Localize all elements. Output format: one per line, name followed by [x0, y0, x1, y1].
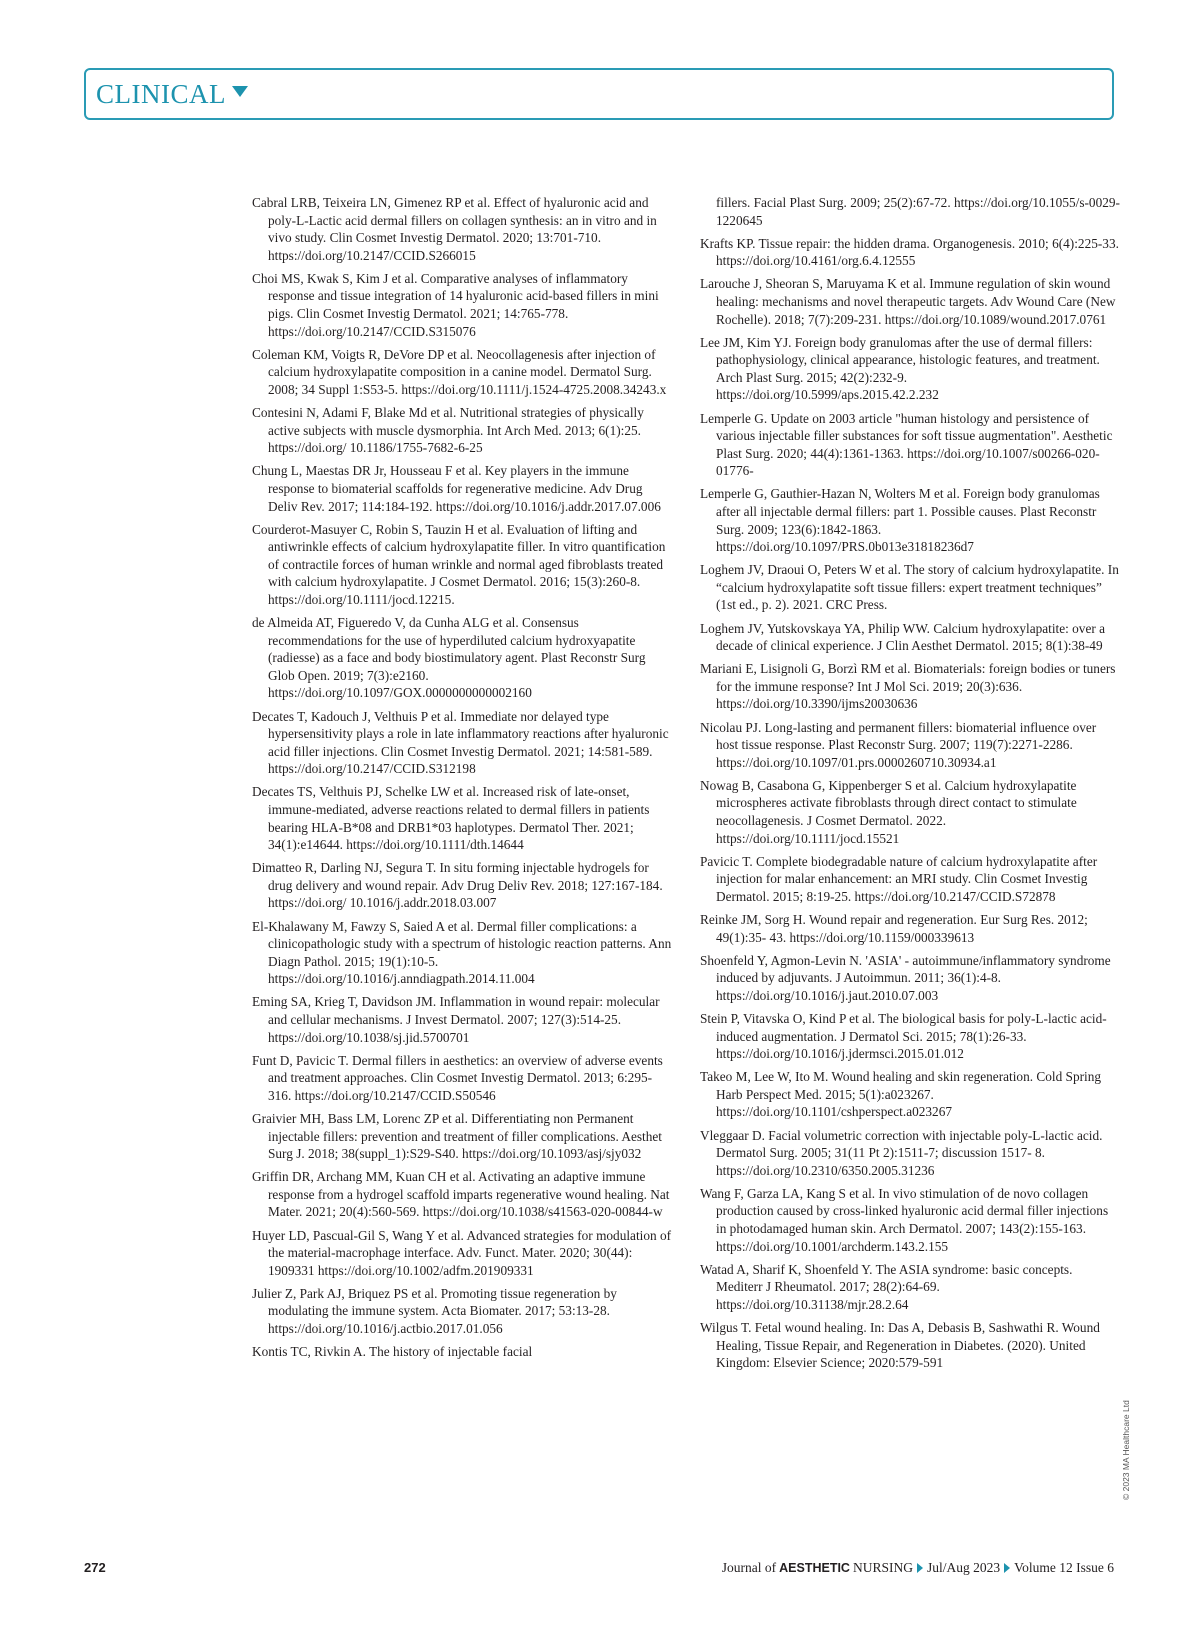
reference-item: Choi MS, Kwak S, Kim J et al. Comparative analyses of inflammatory response and tissue integration of 14 hyaluronic acid-based fillers in mini pigs. Clin Cosmet Investig Dermatol. 2021; 14:765-778. https://doi.org/10.2147/CCID.S315076 [252, 270, 659, 339]
reference-item: Reinke JM, Sorg H. Wound repair and regeneration. Eur Surg Res. 2012; 49(1):35- 43. https://doi.org/10.1159/000339613 [700, 911, 1088, 945]
journal-bold: AESTHETIC [779, 1561, 850, 1575]
reference-item: Decates T, Kadouch J, Velthuis P et al. Immediate nor delayed type hypersensitivity plays a role in late inflammatory reactions after hyaluronic acid filler injections. Clin Cosmet Investig Dermatol. 2021; 14:581-589. https://doi.org/10.2147/CCID.S312198 [252, 708, 669, 777]
page-footer [84, 1560, 1114, 1580]
reference-item: El-Khalawany M, Fawzy S, Saied A et al. Dermal filler complications: a clinicopathologic study with a spectrum of histologic reaction patterns. Ann Diagn Pathol. 2015; 19(1):10-5. https://doi.org/10.1016/j.anndiagpath.2014.11.004 [252, 918, 672, 987]
reference-item: Funt D, Pavicic T. Dermal fillers in aesthetics: an overview of adverse events and treatment approaches. Clin Cosmet Investig Dermatol. 2013; 6:295-316. https://doi.org/10.2147/CCID.S50546 [252, 1052, 663, 1103]
reference-item: Contesini N, Adami F, Blake Md et al. Nutritional strategies of physically active subjects with muscle dysmorphia. Int Arch Med. 2013; 6(1):25. https://doi.org/ 10.1186/1755-7682-6-25 [252, 405, 644, 456]
reference-item: Wang F, Garza LA, Kang S et al. In vivo stimulation of de novo collagen production caused by cross-linked hyaluronic acid dermal filler injections in photodamaged human skin. Arch Dermatol. 2007; 143(2):155-163. https://doi.org/10.1001/archderm.143.2.155 [700, 1185, 1109, 1254]
reference-item: Takeo M, Lee W, Ito M. Wound healing and skin regeneration. Cold Spring Harb Perspect Med. 2015; 5(1):a023267. https://doi.org/10.1101/cshperspect.a023267 [700, 1069, 1102, 1120]
reference-item: Stein P, Vitavska O, Kind P et al. The biological basis for poly-L-lactic acid-induced augmentation. J Dermatol Sci. 2015; 78(1):26-33. https://doi.org/10.1016/j.jdermsci.2015.01.012 [700, 1010, 1107, 1062]
reference-item: Wilgus T. Fetal wound healing. In: Das A, Debasis B, Sashwathi R. Wound Healing, Tissue Repair, and Regeneration in Diabetes. (2020). United Kingdom: Elsevier Science; 2020:579-591 [700, 1319, 1100, 1371]
reference-item: Lee JM, Kim YJ. Foreign body granulomas after the use of dermal fillers: pathophysiology, clinical appearance, histologic features, and treatment. Arch Plast Surg. 2015; 42(2):232-9. https://doi.org/10.5999/aps.2015.42.2.232 [700, 334, 1100, 403]
reference-item: Chung L, Maestas DR Jr, Housseau F et al. Key players in the immune response to biomaterial scaffolds for regenerative medicine. Adv Drug Deliv Rev. 2017; 114:184-192. https://doi.org/10.1016/j.addr.2017.07.006 [252, 463, 661, 514]
reference-item: Dimatteo R, Darling NJ, Segura T. In situ forming injectable hydrogels for drug delivery and wound repair. Adv Drug Deliv Rev. 2018; 127:167-184. https://doi.org/ 10.1016/j.addr.2018.03.007 [252, 860, 663, 911]
reference-item: Decates TS, Velthuis PJ, Schelke LW et al. Increased risk of late-onset, immune-mediated, adverse reactions related to dermal fillers in patients bearing HLA-B*08 and DRB1*03 haplotypes. Dermatol Ther. 2021; 34(1):e14644. https://doi.org/10.1111/dth.14644 [252, 784, 650, 853]
reference-item: Courderot-Masuyer C, Robin S, Tauzin H et al. Evaluation of lifting and antiwrinkle effects of calcium hydroxylapatite filler. In vitro quantification of contractile forces of human wrinkle and normal aged fibroblasts treated with calcium hydroxylapatite. J Cosmet Dermatol. 2016; 15(3):260-8. https://doi.org/10.1111/jocd.12215. [252, 521, 666, 607]
triangle-right-icon [917, 1563, 923, 1573]
reference-item: Nowag B, Casabona G, Kippenberger S et al. Calcium hydroxylapatite microspheres activate fibroblasts through direct contact to stimulate neocollagenesis. J Cosmet Dermatol. 2022. https://doi.org/10.1111/jocd.15521 [700, 777, 1077, 846]
copyright-note: © 2023 MA Healthcare Ltd [1121, 1400, 1131, 1500]
reference-item: Vleggaar D. Facial volumetric correction with injectable poly-L-lactic acid. Dermatol Surg. 2005; 31(11 Pt 2):1511-7; discussion 1517- 8. https://doi.org/10.2310/6350.2005.31236 [700, 1127, 1103, 1178]
reference-item: Graivier MH, Bass LM, Lorenc ZP et al. Differentiating non Permanent injectable fillers: prevention and treatment of filler complications. Aesthet Surg J. 2018; 38(suppl_1):S29-S40. https://doi.org/10.1093/asj/sjy032 [252, 1111, 662, 1162]
reference-item: Griffin DR, Archang MM, Kuan CH et al. Activating an adaptive immune response from a hydrogel scaffold imparts regenerative wound healing. Nat Mater. 2021; 20(4):560-569. https://doi.org/10.1038/s41563-020-00844-w [252, 1169, 670, 1220]
reference-item: Coleman KM, Voigts R, DeVore DP et al. Neocollagenesis after injection of calcium hydroxylapatite composition in a canine model. Dermatol Surg. 2008; 34 Suppl 1:S53-5. https://doi.org/10.1111/j.1524-4725.2008.34243.x [252, 346, 667, 397]
reference-item: Watad A, Sharif K, Shoenfeld Y. The ASIA syndrome: basic concepts. Mediterr J Rheumatol. 2017; 28(2):64-69. https://doi.org/10.31138/mjr.28.2.64 [700, 1261, 1073, 1312]
reference-item: Nicolau PJ. Long-lasting and permanent fillers: biomaterial influence over host tissue response. Plast Reconstr Surg. 2007; 119(7):2271-2286. https://doi.org/10.1097/01.prs.0000260710.30934.a1 [700, 719, 1097, 770]
reference-item: Kontis TC, Rivkin A. The history of injectable facial [252, 1344, 533, 1360]
journal-info [722, 1560, 1114, 1576]
journal-suffix: NURSING [852, 1560, 913, 1575]
reference-item: Huyer LD, Pascual-Gil S, Wang Y et al. Advanced strategies for modulation of the material-macrophage interface. Adv. Funct. Mater. 2020; 30(44): 1909331 https://doi.org/10.1002/adfm.201909331 [252, 1227, 672, 1278]
journal-prefix: Journal of [721, 1560, 777, 1575]
reference-item: Cabral LRB, Teixeira LN, Gimenez RP et al. Effect of hyaluronic acid and poly-L-Lactic acid dermal fillers on collagen synthesis: an in vitro and in vivo study. Clin Cosmet Investig Dermatol. 2020; 13:701-710. https://doi.org/10.2147/CCID.S266015 [252, 195, 657, 263]
reference-item: Eming SA, Krieg T, Davidson JM. Inflammation in wound repair: molecular and cellular mechanisms. J Invest Dermatol. 2007; 127(3):514-25. https://doi.org/10.1038/sj.jid.5700701 [252, 994, 660, 1045]
reference-item: Larouche J, Sheoran S, Maruyama K et al. Immune regulation of skin wound healing: mechanisms and novel therapeutic targets. Adv Wound Care (New Rochelle). 2018; 7(7):209-231. https://doi.org/10.1089/wound.2017.0761 [700, 276, 1116, 327]
references-column-right [700, 194, 1120, 1377]
reference-item: de Almeida AT, Figueredo V, da Cunha ALG et al. Consensus recommendations for the use of hyperdiluted calcium hydroxyapatite (radiesse) as a face and body biostimulatory agent. Plast Reconstr Surg Glob Open. 2019; 7(3):e2160. https://doi.org/10.1097/GOX.0000000000002160 [252, 615, 646, 701]
reference-item: Mariani E, Lisignoli G, Borzì RM et al. Biomaterials: foreign bodies or tuners for the immune response? Int J Mol Sci. 2019; 20(3):636. https://doi.org/10.3390/ijms20030636 [700, 661, 1116, 712]
section-header [84, 68, 1114, 120]
section-label: CLINICAL [96, 78, 226, 109]
reference-item: Krafts KP. Tissue repair: the hidden drama. Organogenesis. 2010; 6(4):225-33. https://doi.org/10.4161/org.6.4.12555 [700, 235, 1119, 269]
triangle-down-icon [232, 86, 248, 97]
issue-date: Jul/Aug 2023 [926, 1560, 1001, 1575]
references-column-left [252, 194, 672, 1366]
triangle-right-icon [1004, 1563, 1010, 1573]
reference-item: Loghem JV, Yutskovskaya YA, Philip WW. Calcium hydroxylapatite: over a decade of clinical experience. J Clin Aesthet Dermatol. 2015; 8(1):38-49 [700, 620, 1106, 654]
reference-item: Loghem JV, Draoui O, Peters W et al. The story of calcium hydroxylapatite. In “calcium hydroxylapatite soft tissue fillers: expert treatment techniques” (1st ed., p. 2). 2021. CRC Press. [700, 562, 1119, 613]
reference-item: Julier Z, Park AJ, Briquez PS et al. Promoting tissue regeneration by modulating the immune system. Acta Biomater. 2017; 53:13-28. https://doi.org/10.1016/j.actbio.2017.01.056 [252, 1285, 617, 1337]
reference-item: Lemperle G. Update on 2003 article "human histology and persistence of various injectable filler substances for soft tissue augmentation". Aesthetic Plast Surg. 2020; 44(4):1361-1363. https://doi.org/10.1007/s00266-020-01776- [700, 410, 1113, 479]
reference-continuation: fillers. Facial Plast Surg. 2009; 25(2):67-72. https://doi.org/10.1055/s-0029-1220645 [716, 195, 1120, 228]
reference-item: Shoenfeld Y, Agmon-Levin N. 'ASIA' - autoimmune/inflammatory syndrome induced by adjuvants. J Autoimmun. 2011; 36(1):4-8. https://doi.org/10.1016/j.jaut.2010.07.003 [700, 952, 1111, 1003]
volume-issue: Volume 12 Issue 6 [1014, 1560, 1114, 1575]
reference-item: Lemperle G, Gauthier-Hazan N, Wolters M et al. Foreign body granulomas after all injectable dermal fillers: part 1. Possible causes. Plast Reconstr Surg. 2009; 123(6):1842-1863. https://doi.org/10.1097/PRS.0b013e31818236d7 [700, 486, 1100, 555]
page-number: 272 [84, 1560, 106, 1575]
reference-item: Pavicic T. Complete biodegradable nature of calcium hydroxylapatite after injection for malar enhancement: an MRI study. Clin Cosmet Investig Dermatol. 2015; 8:19-25. https://doi.org/10.2147/CCID.S72878 [700, 853, 1098, 904]
